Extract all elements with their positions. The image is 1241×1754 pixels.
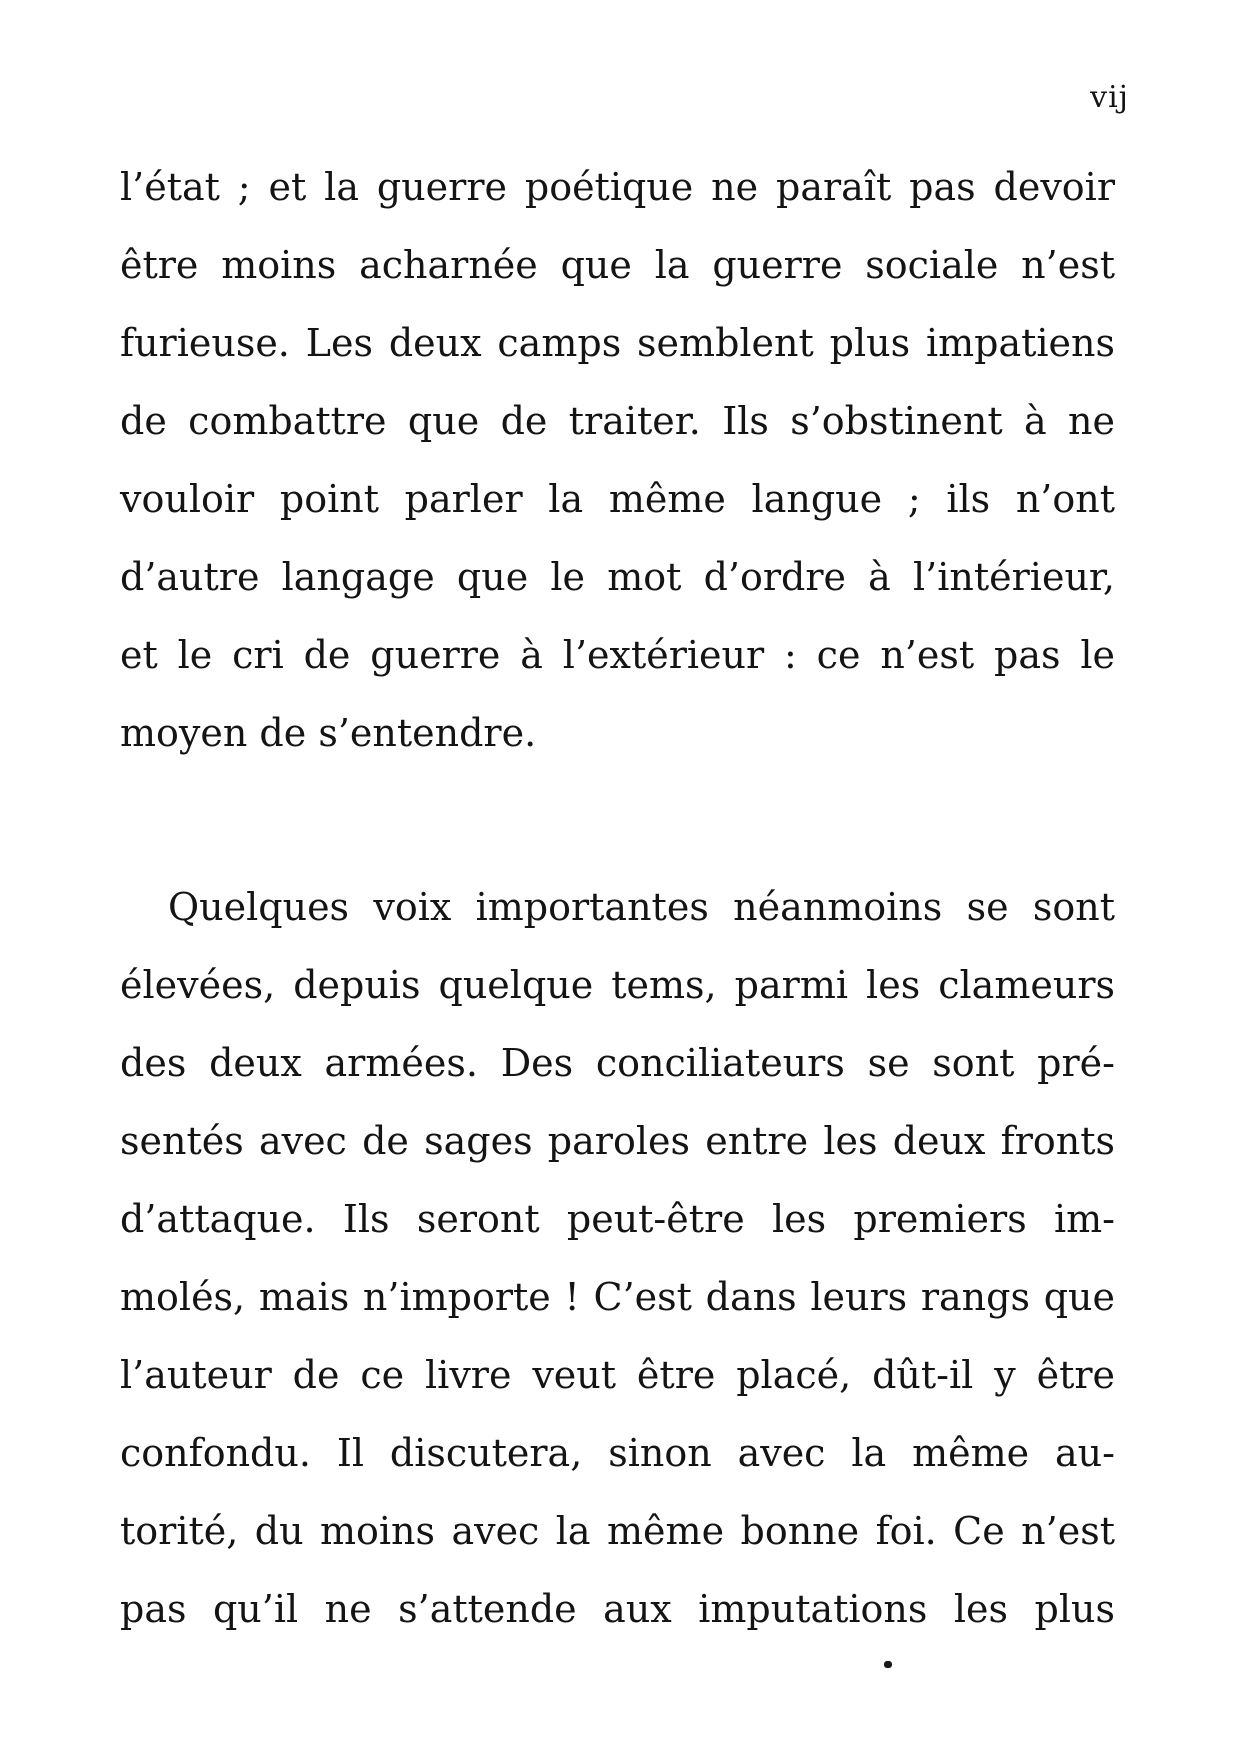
text-line: moyen de s’entendre. (120, 711, 537, 755)
text-line: Quelques voix importantes néanmoins se sont (168, 885, 1115, 929)
text-line: l’état ; et la guerre poétique ne paraît pas devoir (120, 165, 1115, 209)
text-line: d’attaque. Ils seront peut-être les premiers im- (120, 1197, 1115, 1241)
text-line: torité, du moins avec la même bonne foi. Ce n’est (120, 1509, 1115, 1553)
text-line: élevées, depuis quelque tems, parmi les clameurs (120, 963, 1115, 1007)
text-line: vouloir point parler la même langue ; ils n’ont (120, 477, 1115, 521)
text-line: molés, mais n’importe ! C’est dans leurs rangs que (120, 1275, 1115, 1319)
text-line: de combattre que de traiter. Ils s’obstinent à ne (120, 399, 1115, 443)
paragraph-2 (120, 868, 1115, 1648)
paragraph-1 (120, 148, 1115, 772)
text-line: furieuse. Les deux camps semblent plus impatiens (120, 321, 1115, 365)
text-line: des deux armées. Des conciliateurs se sont pré- (120, 1041, 1115, 1085)
page-number: vij (1090, 80, 1129, 115)
text-line: l’auteur de ce livre veut être placé, dût-il y être (120, 1353, 1115, 1397)
text-line: et le cri de guerre à l’extérieur : ce n’est pas le (120, 633, 1115, 677)
text-line: d’autre langage que le mot d’ordre à l’intérieur, (120, 555, 1115, 599)
ink-speck (884, 1661, 892, 1668)
text-line: sentés avec de sages paroles entre les deux fronts (120, 1119, 1115, 1163)
text-line: être moins acharnée que la guerre sociale n’est (120, 243, 1115, 287)
text-line: confondu. Il discutera, sinon avec la même au- (120, 1431, 1115, 1475)
text-line: pas qu’il ne s’attende aux imputations les plus (120, 1587, 1115, 1631)
